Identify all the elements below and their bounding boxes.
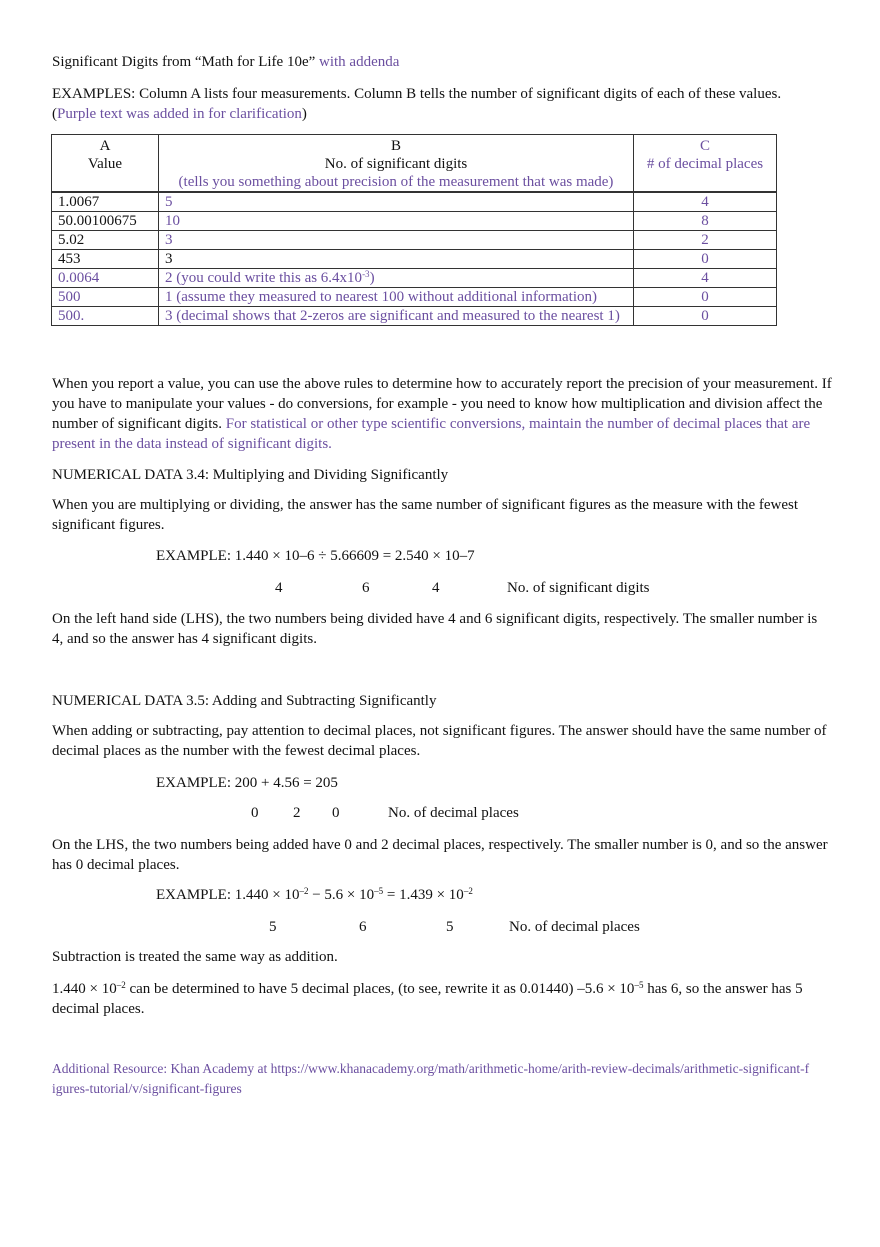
exponent: –2 — [116, 980, 126, 990]
cell-digits: 5 — [159, 192, 634, 212]
doc-title-main: Significant Digits from “Math for Life 10e” — [52, 54, 316, 70]
cell-value: 453 — [52, 250, 159, 269]
table-row — [52, 231, 777, 250]
cell-digits: 3 — [159, 231, 634, 250]
section-title-3-5: NUMERICAL DATA 3.5: Adding and Subtracting Significantly — [52, 693, 437, 709]
cell-digits-close: ) — [369, 270, 375, 286]
col-c-label: # of decimal places — [646, 156, 764, 172]
final-paragraph — [52, 979, 832, 1019]
cell-value: 500. — [52, 307, 159, 326]
count-value: 5 — [446, 919, 454, 935]
cell-digits — [159, 269, 634, 288]
count-value: 0 — [251, 805, 259, 821]
sig-digits-table — [51, 134, 777, 326]
section-3-5-text: When adding or subtracting, pay attention to decimal places, not significant figures. The answer should have the same number of decimal places as the number with the fewest decimal places. — [52, 723, 827, 759]
col-b-label: No. of significant digits — [324, 156, 468, 172]
count-value: 4 — [432, 580, 440, 596]
count-value: 6 — [362, 580, 370, 596]
cell-value: 500 — [52, 288, 159, 307]
final-text: can be determined to have 5 decimal places, (to see, rewrite it as 0.01440) –5.6 × 10 — [125, 981, 635, 997]
report-text: When you report a value, you can use the above rules to determine how to accurately report the precision of your measurement. If you have to manipulate your values - do conversions, for example - you need to know how multiplication and division affect the number of significant digits. — [52, 376, 832, 432]
final-text: 1.440 × 10 — [52, 981, 117, 997]
cell-value: 0.0064 — [52, 269, 159, 288]
report-text-purple: For statistical or other type scientific conversions, maintain the number of decimal places that are present in the data instead of significant digits. — [52, 416, 811, 452]
cell-decimals: 0 — [634, 250, 777, 269]
table-row — [52, 212, 777, 231]
exponent: –5 — [634, 980, 644, 990]
section-3-5-explain: On the LHS, the two numbers being added have 0 and 2 decimal places, respectively. The smaller number is 0, and so the answer has 0 decimal places. — [52, 837, 828, 873]
count-value: 4 — [275, 580, 283, 596]
table-row — [52, 307, 777, 326]
doc-title — [52, 52, 832, 72]
count-value: 5 — [269, 919, 277, 935]
exponent: –2 — [463, 886, 473, 896]
cell-digits: 3 — [159, 250, 634, 269]
example-3-5-a: EXAMPLE: 200 + 4.56 = 205 — [156, 775, 338, 791]
col-b-letter: B — [390, 138, 401, 154]
cell-value: 1.0067 — [52, 192, 159, 212]
example-3-5-b — [156, 885, 473, 905]
table-row — [52, 288, 777, 307]
example-term: − 5.6 × 10 — [308, 887, 375, 903]
note-close-paren: ) — [301, 106, 307, 122]
additional-resource-link[interactable]: Additional Resource: Khan Academy at https://www.khanacademy.org/math/arithmetic-home/arith-review-decimals/arithmetic-significant-figures-tutorial/v/significant-figures — [52, 1061, 810, 1096]
count-value: 2 — [293, 805, 301, 821]
note-open-paren: ( — [52, 106, 57, 122]
subtraction-note: Subtraction is treated the same way as addition. — [52, 949, 338, 965]
counts-label: No. of decimal places — [509, 919, 640, 935]
col-a-label: Value — [87, 156, 123, 172]
example-term: EXAMPLE: 1.440 × 10 — [156, 887, 300, 903]
col-b-sub: (tells you something about precision of the measurement that was made) — [178, 174, 614, 190]
report-paragraph — [52, 374, 832, 454]
final-text: has 6, so the answer has 5 decimal places. — [52, 981, 803, 1017]
cell-decimals: 0 — [634, 288, 777, 307]
cell-digits: 1 (assume they measured to nearest 100 without additional information) — [159, 288, 634, 307]
examples-note: Purple text was added in for clarification — [57, 106, 302, 122]
exponent: –5 — [374, 886, 384, 896]
col-c-header — [634, 135, 777, 193]
cell-digits-text: 2 (you could write this as 6.4x10 — [165, 270, 363, 286]
cell-digits-exponent: -3 — [362, 269, 370, 279]
counts-label: No. of decimal places — [388, 805, 519, 821]
table-row — [52, 269, 777, 288]
table-header-row — [52, 135, 777, 193]
examples-intro-text: EXAMPLES: Column A lists four measurements. Column B tells the number of significant digits of each of these values. — [52, 86, 782, 102]
section-3-4-text: When you are multiplying or dividing, the answer has the same number of significant figures as the measure with the fewest significant figures. — [52, 497, 799, 533]
col-a-header — [52, 135, 159, 193]
cell-digits: 10 — [159, 212, 634, 231]
col-c-letter: C — [699, 138, 710, 154]
cell-decimals: 4 — [634, 192, 777, 212]
count-value: 0 — [332, 805, 340, 821]
cell-value: 50.00100675 — [52, 212, 159, 231]
table-row — [52, 250, 777, 269]
cell-decimals: 2 — [634, 231, 777, 250]
example-term: = 1.439 × 10 — [383, 887, 464, 903]
cell-digits: 3 (decimal shows that 2-zeros are significant and measured to the nearest 1) — [159, 307, 634, 326]
counts-label: No. of significant digits — [507, 580, 650, 596]
cell-decimals: 0 — [634, 307, 777, 326]
section-title-3-4: NUMERICAL DATA 3.4: Multiplying and Dividing Significantly — [52, 467, 449, 483]
col-a-letter: A — [99, 138, 111, 154]
examples-intro — [52, 84, 832, 124]
cell-value: 5.02 — [52, 231, 159, 250]
example-3-4: EXAMPLE: 1.440 × 10–6 ÷ 5.66609 = 2.540 × 10–7 — [156, 548, 475, 564]
col-b-header — [159, 135, 634, 193]
count-value: 6 — [359, 919, 367, 935]
cell-decimals: 8 — [634, 212, 777, 231]
table-row — [52, 192, 777, 212]
exponent: –2 — [299, 886, 309, 896]
cell-decimals: 4 — [634, 269, 777, 288]
doc-title-addenda: with addenda — [319, 54, 400, 70]
section-3-4-explain: On the left hand side (LHS), the two numbers being divided have 4 and 6 significant digits, respectively. The smaller number is 4, and so the answer has 4 significant digits. — [52, 611, 818, 647]
